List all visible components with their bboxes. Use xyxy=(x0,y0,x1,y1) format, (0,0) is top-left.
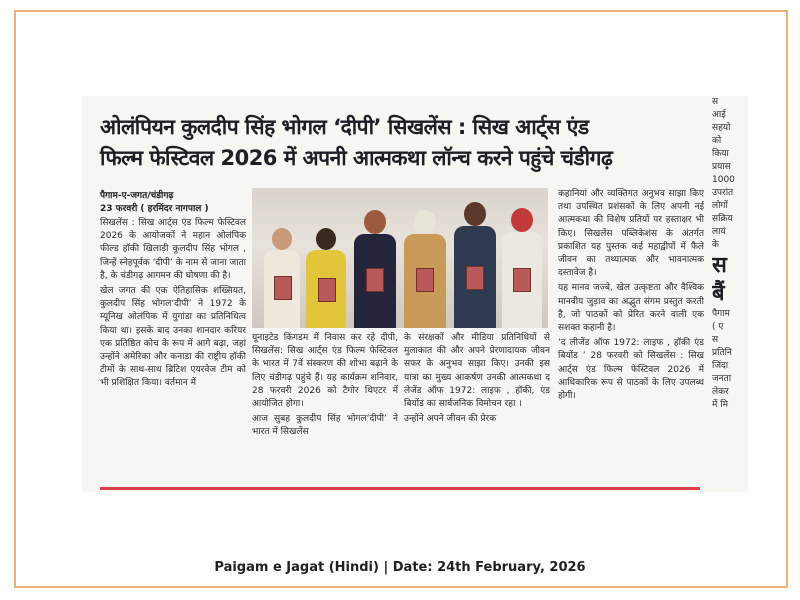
paragraph: के संरक्षकों और मीडिया प्रतिनिधियों से मुलाकात की और अपने प्रेरणादायक जीवन सफर के अनुभव साझा किए। उनकी इस यात्रा का मुख्य आकर्षण उनकी आत्मकथा द लेजेंड ऑफ 1972: लाइफ , हॉकी, एंड बियोंड का सार्वजनिक विमोचन रहा । xyxy=(404,333,550,410)
paragraph: खेल जगत की एक ऐतिहासिक शख्सियत, कुलदीप सिंह भोगल‘दीपी’ ने 1972 के म्यूनिख ओलंपिक में युगांडा का प्रतिनिधित्व किया था। इसके बाद उनका शानदार करियर एक प्रतिष्ठित कोच के रूप में आगे बढ़ा, जहां उन्होंने अमेरिका और कनाडा की राष्ट्रीय हॉकी टीमों के साथ-साथ ब्रिटिश एयरवेज टीम को भी प्रशिक्षित किया। वर्तमान में xyxy=(100,286,246,389)
person-figure xyxy=(262,228,302,328)
paragraph: आज सुबह कुलदीप सिंह भोगल‘दीपी’ ने भारत में सिखलेंस xyxy=(252,414,398,438)
person-figure xyxy=(304,228,348,328)
side-line: जनता xyxy=(712,374,732,384)
person-figure xyxy=(352,210,398,328)
headline xyxy=(100,112,720,174)
byline-source: पैगाम-ए-जगत/चंडीगढ़ xyxy=(100,191,174,201)
paragraph: उन्होंने अपने जीवन की प्रेरक xyxy=(404,414,497,425)
side-line: स xyxy=(712,335,719,345)
side-line: उपरांत xyxy=(712,188,734,198)
byline-date-author: 23 फरवरी ( हरमिंदर नागपाल ) xyxy=(100,204,209,214)
side-line: लायं xyxy=(712,227,726,237)
side-line: पैगाम xyxy=(712,309,730,319)
side-heading: स xyxy=(712,253,727,278)
side-line: को xyxy=(712,136,722,146)
paragraph: ‘द लीजेंड ऑफ 1972: लाइफ , हॉकी एंड बियोंड ’ 28 फरवरी को सिखलेंस : सिख आर्ट्स एंड फिल्म फेस्टिवल 2026 में आधिकारिक रूप से पाठकों के लिए उपलब्ध होगी। xyxy=(558,338,704,402)
clipping-caption: Paigam e Jagat (Hindi) | Date: 24th February, 2026 xyxy=(214,560,586,575)
side-heading: बैं xyxy=(712,281,725,306)
article-column-3 xyxy=(404,332,550,482)
side-line: प्रतिनि xyxy=(712,348,732,358)
article-column-1 xyxy=(100,217,246,485)
paragraph: सिखलेंस : सिख आर्ट्स एंड फिल्म फेस्टिवल 2026 के आयोजकों ने महान ओलंपिक फील्ड हॉकी खिलाड़ी कुलदीप सिंह भोगल , जिन्हें स्नेहपूर्वक ‘दीपी’ के नाम से जाना जाता है, के चंडीगढ़ आगमन की घोषणा की है। xyxy=(100,218,246,281)
side-line: ( ए xyxy=(712,322,724,332)
side-line: में मि xyxy=(712,400,728,410)
headline-line-1: ओलंपियन कुलदीप सिंह भोगल ‘दीपी’ सिखलेंस : सिख आर्ट्स एंड xyxy=(100,115,589,139)
article-photo xyxy=(252,188,548,328)
side-line: लोगों xyxy=(712,201,728,211)
side-line: स xyxy=(712,97,719,107)
side-line: प्रयास xyxy=(712,162,731,172)
article-column-2 xyxy=(252,332,398,482)
side-line: आई xyxy=(712,110,726,120)
headline-line-2: फिल्म फेस्टिवल 2026 में अपनी आत्मकथा लॉन्च करने पहुंचे चंडीगढ़ xyxy=(100,146,613,170)
side-line: लेकर xyxy=(712,387,729,397)
side-line: सहयो xyxy=(712,123,731,133)
article-column-4 xyxy=(558,188,704,484)
side-line: के xyxy=(712,240,719,250)
side-line: किया xyxy=(712,149,729,159)
side-line: 1000 xyxy=(712,175,735,185)
byline xyxy=(100,190,260,216)
bottom-rule xyxy=(100,487,700,490)
paragraph: कहानियां और व्यक्तिगत अनुभव साझा किए तथा उपस्थित प्रशंसकों के लिए अपनी नई आत्मकथा की विशेष प्रतियों पर हस्ताक्षर भी किए। सिखलेंस पब्लिकेशंस के अंतर्गत प्रकाशित यह पुस्तक कई महाद्वीपों में फैले जीवन का तथ्यात्मक और भावनात्मक दस्तावेज है। xyxy=(558,189,704,279)
person-figure xyxy=(402,210,448,328)
person-figure xyxy=(500,208,544,328)
paragraph: यूनाइटेड किंगडम में निवास कर रहे दीपी, सिखलेंस: सिख आर्ट्स एंड फिल्म फेस्टिवल के भारत में 7वें संस्करण की शोभा बढ़ाने के लिए चंडीगढ़ पहुंचे हैं। यह कार्यक्रम शनिवार, 28 फरवरी 2026 को टैगोर थिएटर में आयोजित होगा। xyxy=(252,333,398,410)
person-figure xyxy=(452,202,498,328)
paragraph: यह मानव जज्बे, खेल उत्कृष्टता और वैश्विक मानवीय जुड़ाव का अद्भुत संगम प्रस्तुत करती है, जो पाठकों को प्रेरित करने वाली एक सशक्त कहानी है। xyxy=(558,283,704,334)
side-line: जिंदा xyxy=(712,361,729,371)
adjacent-article-strip xyxy=(712,96,748,492)
side-line: सक्रिय xyxy=(712,214,733,224)
